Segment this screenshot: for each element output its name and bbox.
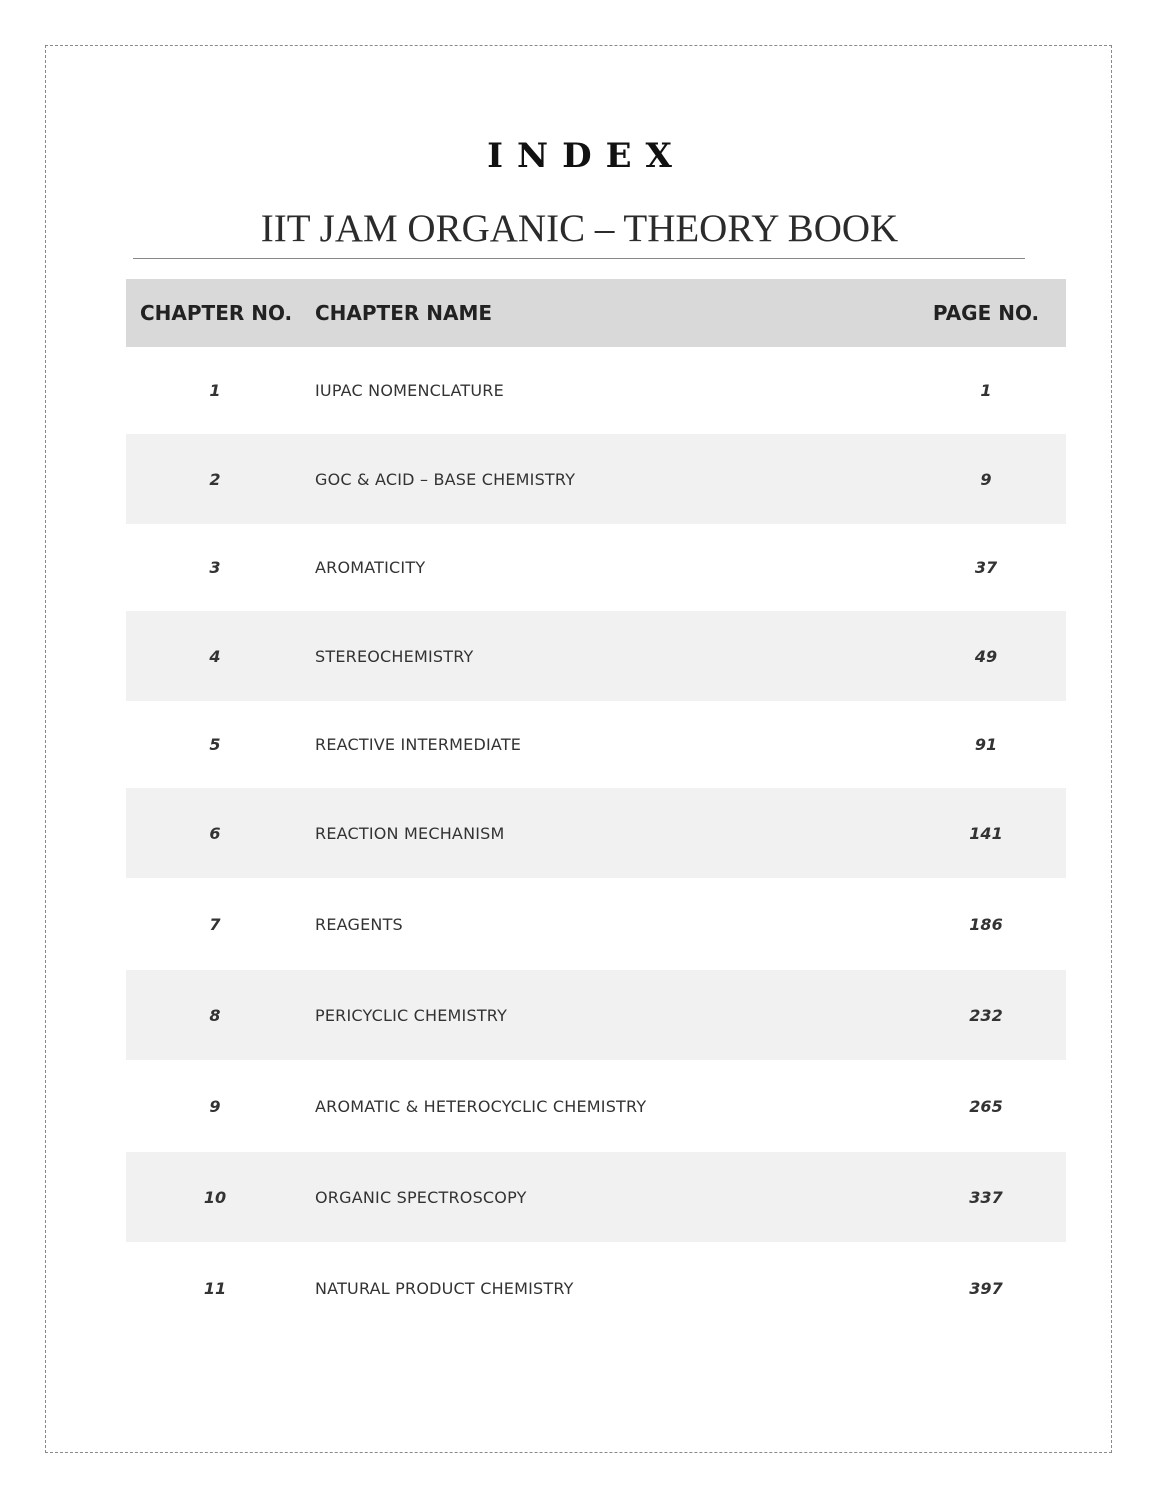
chapter-number: 3 [209, 558, 221, 577]
page-number: 337 [969, 1187, 1003, 1207]
column-header-chapter-no: CHAPTER NO. [140, 301, 293, 325]
table-row [126, 1242, 1066, 1334]
chapter-number: 4 [209, 646, 221, 666]
page-number: 397 [969, 1278, 1003, 1298]
chapter-number: 5 [209, 735, 221, 754]
chapter-name: PERICYCLIC CHEMISTRY [315, 1005, 508, 1025]
column-header-page-no: PAGE NO. [932, 301, 1040, 325]
chapter-name: REACTION MECHANISM [315, 823, 505, 843]
chapter-name: NATURAL PRODUCT CHEMISTRY [315, 1278, 574, 1298]
index-title: INDEX [487, 136, 686, 176]
page-number: 91 [974, 735, 998, 754]
chapter-number: 2 [209, 469, 221, 489]
table-row [126, 434, 1066, 524]
page-number: 232 [969, 1005, 1003, 1025]
page-number: 37 [974, 558, 998, 577]
page-number: 9 [980, 469, 992, 489]
page-number: 186 [969, 914, 1003, 934]
book-title: IIT JAM ORGANIC – THEORY BOOK [260, 207, 899, 250]
title-divider [133, 258, 1025, 259]
table-row [126, 701, 1066, 788]
chapter-number: 11 [203, 1278, 227, 1298]
page-number: 265 [969, 1096, 1003, 1116]
column-header-chapter-name: CHAPTER NAME [315, 301, 493, 325]
table-row [126, 970, 1066, 1060]
chapter-number: 10 [203, 1187, 227, 1207]
chapter-number: 1 [209, 381, 221, 400]
table-of-contents [126, 279, 1066, 1334]
table-row [126, 524, 1066, 611]
chapter-name: REAGENTS [315, 914, 403, 934]
chapter-name: ORGANIC SPECTROSCOPY [315, 1187, 527, 1207]
chapter-name: REACTIVE INTERMEDIATE [315, 735, 522, 754]
table-row [126, 788, 1066, 878]
table-row [126, 611, 1066, 701]
table-header [126, 279, 1066, 347]
table-row [126, 1060, 1066, 1152]
page-number: 1 [980, 381, 992, 400]
chapter-number: 7 [209, 914, 221, 934]
chapter-name: AROMATIC & HETEROCYCLIC CHEMISTRY [315, 1096, 647, 1116]
table-row [126, 878, 1066, 970]
table-row [126, 347, 1066, 434]
page-number: 49 [974, 646, 998, 666]
chapter-name: STEREOCHEMISTRY [315, 646, 474, 666]
chapter-name: GOC & ACID – BASE CHEMISTRY [315, 469, 576, 489]
chapter-name: AROMATICITY [315, 558, 426, 577]
chapter-number: 9 [209, 1096, 221, 1116]
chapter-name: IUPAC NOMENCLATURE [315, 381, 504, 400]
page-number: 141 [969, 823, 1003, 843]
chapter-number: 6 [209, 823, 221, 843]
table-row [126, 1152, 1066, 1242]
chapter-number: 8 [209, 1005, 221, 1025]
